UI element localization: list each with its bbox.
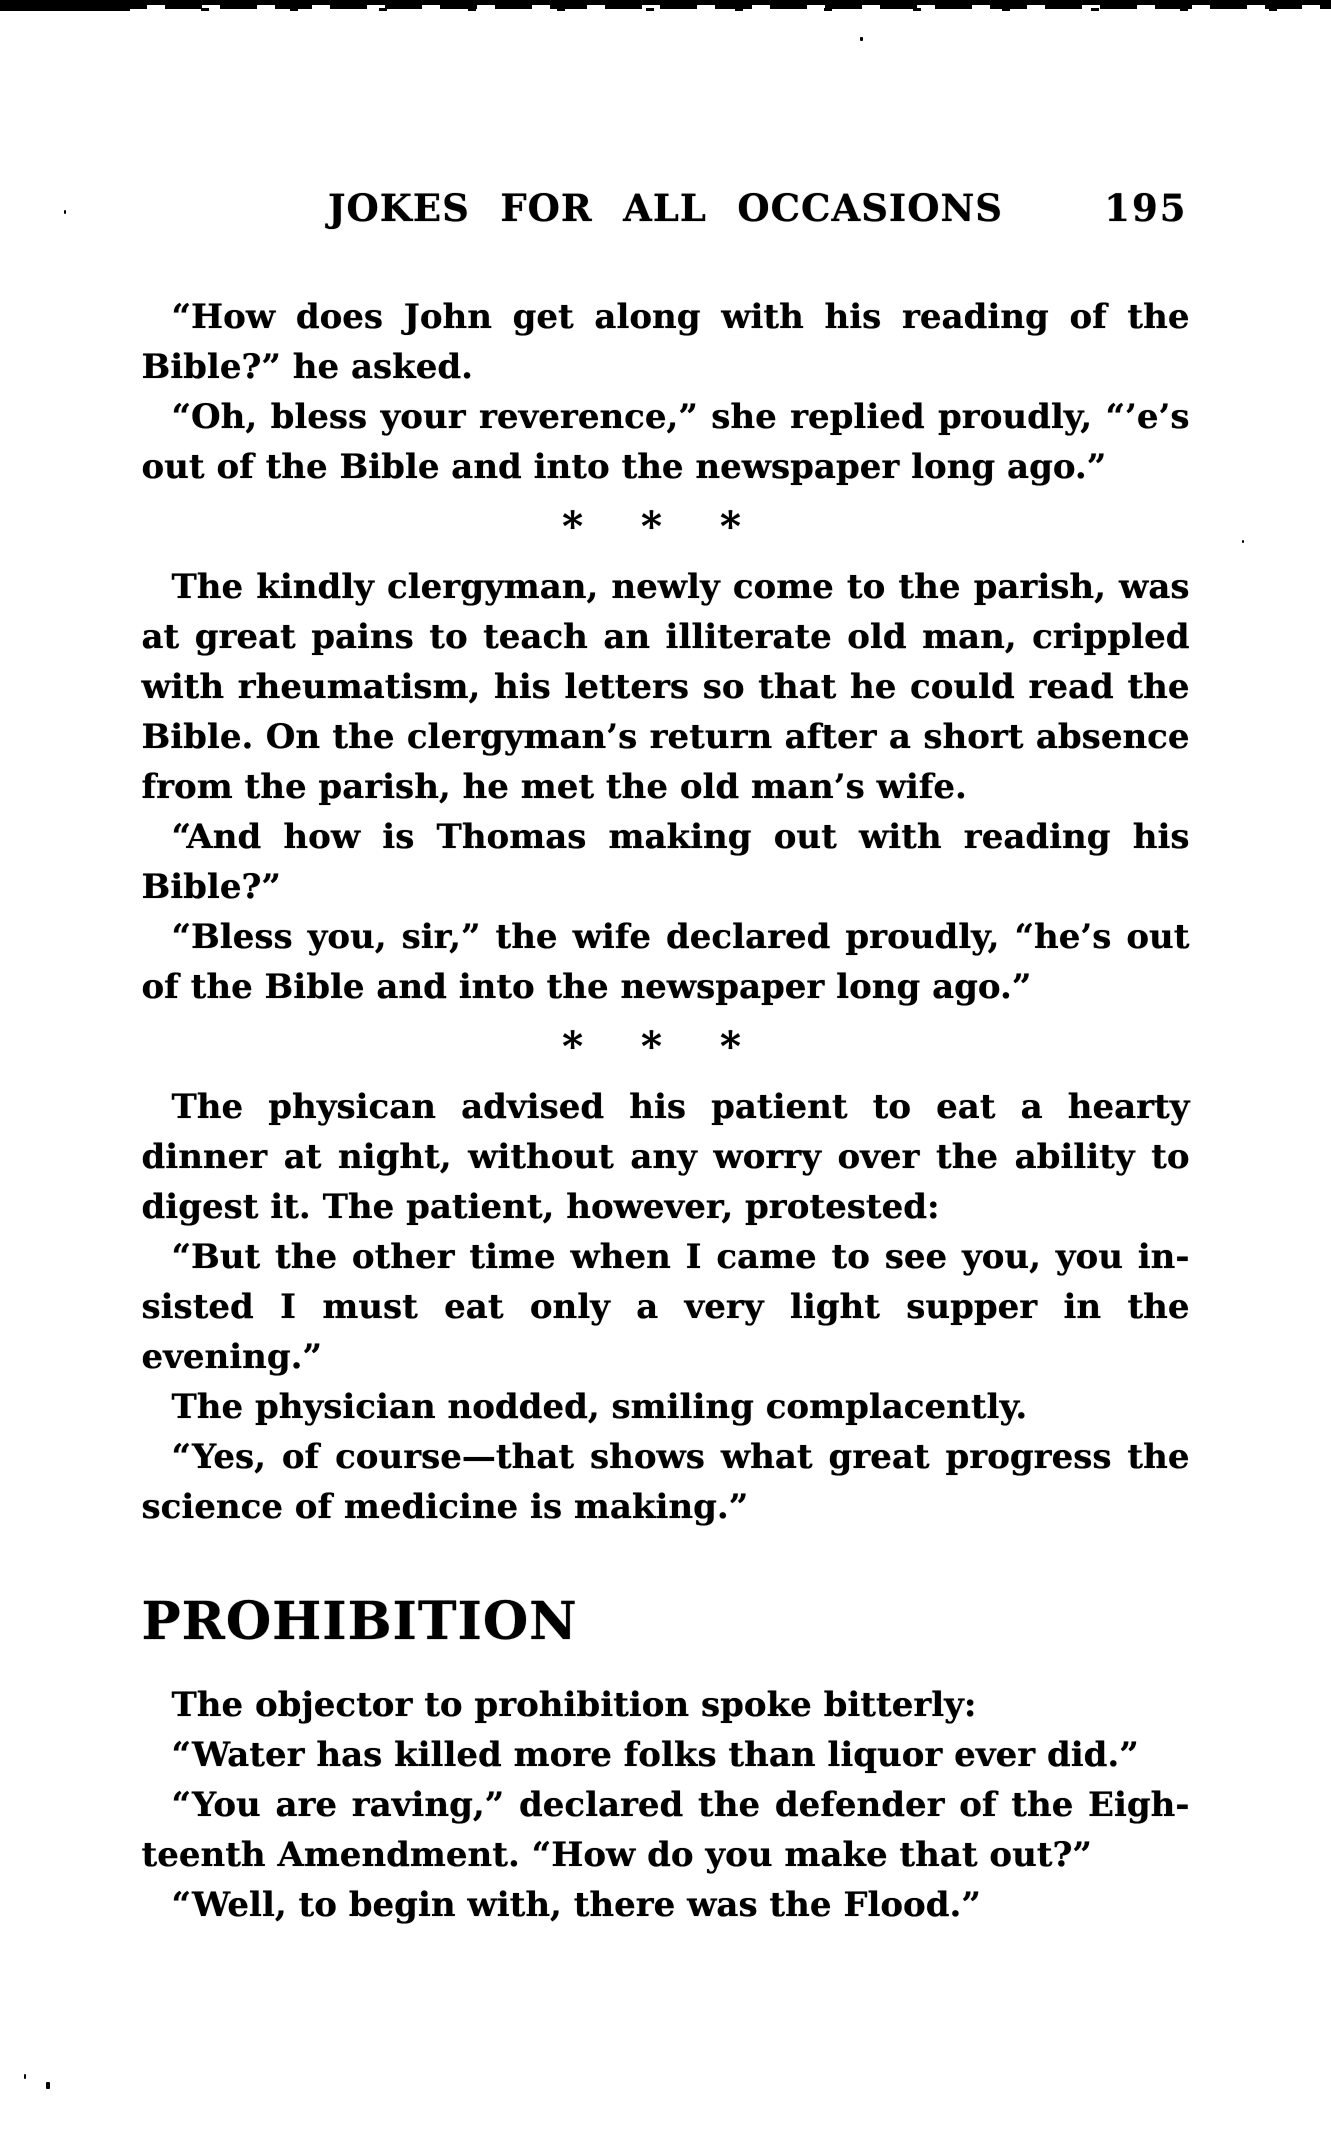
asterisk-icon: *	[562, 1023, 584, 1070]
text-line: “Yes, of course—that shows what great progress the	[171, 1437, 1190, 1477]
text-line: with rheumatism, his letters so that he could read the	[141, 667, 1190, 707]
running-title: JOKES FOR ALL OCCASIONS	[327, 186, 1004, 230]
text-line: “How does John get along with his reading of the	[171, 297, 1190, 337]
paragraph	[142, 1680, 1190, 1730]
asterisk-icon: *	[562, 503, 584, 550]
text-line: out of the Bible and into the newspaper long ago.”	[141, 447, 1107, 487]
section-heading: PROHIBITION	[141, 1591, 578, 1652]
text-line: digest it. The patient, however, protested:	[141, 1187, 940, 1227]
paragraph	[142, 1880, 1190, 1930]
ink-speck	[860, 37, 863, 41]
paragraph	[142, 1780, 1190, 1880]
ink-speck	[64, 210, 66, 214]
text-line: dinner at night, without any worry over the ability to	[141, 1137, 1190, 1177]
paragraph	[142, 392, 1190, 492]
text-line: The physican advised his patient to eat a hearty	[171, 1087, 1190, 1127]
text-line: from the parish, he met the old man’s wife.	[141, 767, 967, 807]
text-line: evening.”	[141, 1337, 323, 1377]
ink-speck	[24, 2074, 26, 2079]
text-line: “You are raving,” declared the defender of the Eigh-	[171, 1785, 1190, 1825]
asterisk-icon: *	[719, 1023, 741, 1070]
text-line: “But the other time when I came to see you, you in-	[171, 1237, 1190, 1277]
paragraph	[142, 1082, 1190, 1232]
ink-speck	[46, 2082, 50, 2089]
text-line: “Water has killed more folks than liquor ever did.”	[171, 1735, 1139, 1775]
text-line: “Oh, bless your reverence,” she replied proudly, “’e’s	[171, 397, 1190, 437]
text-line: “Bless you, sir,” the wife declared proudly, “he’s out	[171, 917, 1190, 957]
page-header	[142, 186, 1190, 230]
paragraph	[142, 912, 1190, 1012]
text-line: teenth Amendment. “How do you make that out?”	[141, 1835, 1092, 1875]
page-content	[142, 292, 1190, 1930]
text-line: of the Bible and into the newspaper long ago.”	[141, 967, 1032, 1007]
paragraph	[142, 812, 1190, 912]
section-separator	[114, 1021, 1190, 1073]
asterisk-icon: *	[641, 1023, 662, 1070]
text-line: The objector to prohibition spoke bitterly:	[171, 1685, 977, 1725]
text-line: at great pains to teach an illiterate old man, crippled	[141, 617, 1190, 657]
page-number: 195	[1104, 186, 1188, 230]
paragraph	[142, 1432, 1190, 1532]
text-line: “And how is Thomas making out with reading his	[171, 817, 1190, 857]
scan-artifact-top-bar	[0, 0, 1331, 12]
text-line: sisted I must eat only a very light supper in the	[141, 1287, 1190, 1327]
asterisk-icon: *	[641, 503, 662, 550]
text-line: science of medicine is making.”	[141, 1487, 749, 1527]
section-separator	[114, 501, 1190, 553]
paragraph	[142, 1730, 1190, 1780]
text-line: “Well, to begin with, there was the Flood.”	[171, 1885, 981, 1925]
text-line: The physician nodded, smiling complacently.	[171, 1387, 1028, 1427]
asterisk-icon: *	[719, 503, 741, 550]
text-line: The kindly clergyman, newly come to the parish, was	[171, 567, 1190, 607]
paragraph	[142, 562, 1190, 812]
text-line: Bible. On the clergyman’s return after a short absence	[141, 717, 1190, 757]
paragraph	[142, 292, 1190, 392]
paragraph	[142, 1382, 1190, 1432]
ink-speck	[1242, 540, 1244, 543]
paragraph	[142, 1232, 1190, 1382]
text-line: Bible?”	[141, 867, 281, 907]
text-line: Bible?” he asked.	[141, 347, 473, 387]
